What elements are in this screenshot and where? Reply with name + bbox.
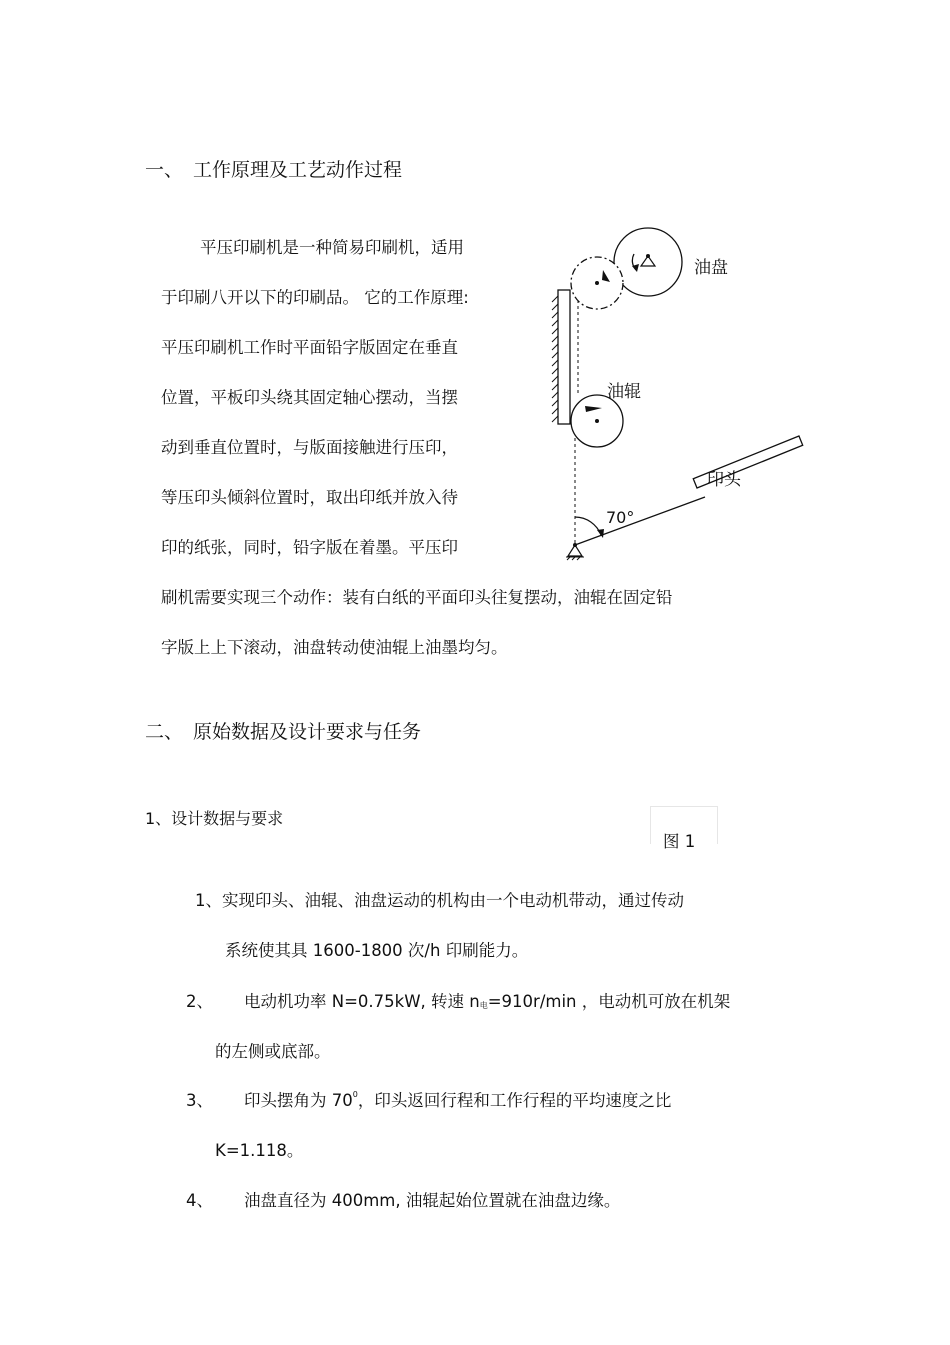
paragraph-line-1: 平压印刷机是一种简易印刷机，适用 [200,238,464,257]
label-print-head: 印头 [707,470,741,490]
requirement-4-text: 油盘直径为 400mm, 油辊起始位置就在油盘边缘。 [244,1191,621,1210]
print-head-arm [575,497,705,545]
requirement-3-number: 3、 [186,1091,213,1110]
requirement-3-line-2: K=1.118。 [215,1141,304,1160]
section-2-number: 二、 [145,721,184,743]
paragraph-line-9: 字版上上下滚动，油盘转动使油辊上油墨均匀。 [161,638,508,657]
subsection-1-title: 1、设计数据与要求 [145,809,284,828]
section-2-title: 原始数据及设计要求与任务 [193,721,422,743]
requirement-2-text-b: =910r/min ，电动机可放在机架 [487,992,731,1011]
requirement-3-text-a: 印头摆角为 70 [244,1091,353,1110]
requirement-4-number: 4、 [186,1191,213,1210]
label-oil-roller: 油辊 [607,382,641,402]
section-1-heading [145,155,402,182]
paragraph-line-7: 印的纸张，同时，铅字版在着墨。平压印 [161,538,458,557]
printing-press-diagram [540,220,820,565]
paragraph-line-2: 于印刷八开以下的印刷品。 它的工作原理: [161,288,469,307]
section-2-heading [145,717,421,744]
ground-hatching [552,296,558,422]
requirement-2-line-1 [186,988,730,1012]
requirement-2-subscript: 电 [479,1001,488,1010]
section-1-title: 工作原理及工艺动作过程 [193,159,403,181]
requirement-1-line-2: 系统使其具 1600-1800 次/h 印刷能力。 [225,941,529,960]
requirement-1-line-1: 1、实现印头、油辊、油盘运动的机构由一个电动机带动，通过传动 [195,891,684,910]
angle-arc [575,517,601,535]
paragraph-line-5: 动到垂直位置时，与版面接触进行压印， [161,438,458,457]
label-oil-disk: 油盘 [694,258,728,278]
requirement-4 [186,1187,620,1211]
section-1-number: 一、 [145,159,184,181]
paragraph-line-6: 等压印头倾斜位置时，取出印纸并放入待 [161,488,458,507]
label-angle: 70° [606,508,635,527]
requirement-2-line-2: 的左侧或底部。 [215,1042,331,1061]
paragraph-line-4: 位置，平板印头绕其固定轴心摆动，当摆 [161,388,458,407]
requirement-3-line-1 [186,1087,671,1111]
paragraph-line-8: 刷机需要实现三个动作：装有白纸的平面印头往复摆动，油辊在固定铅 [161,588,673,607]
requirement-2-text-a: 电动机功率 N=0.75kW, 转速 n [244,992,480,1011]
requirement-2-number: 2、 [186,992,213,1011]
figure-label: 图 1 [663,832,696,851]
requirement-3-superscript: 0 [352,1090,358,1099]
type-plate [558,290,570,424]
paragraph-line-3: 平压印刷机工作时平面铅字版固定在垂直 [161,338,458,357]
requirement-3-text-b: ，印头返回行程和工作行程的平均速度之比 [357,1091,672,1110]
